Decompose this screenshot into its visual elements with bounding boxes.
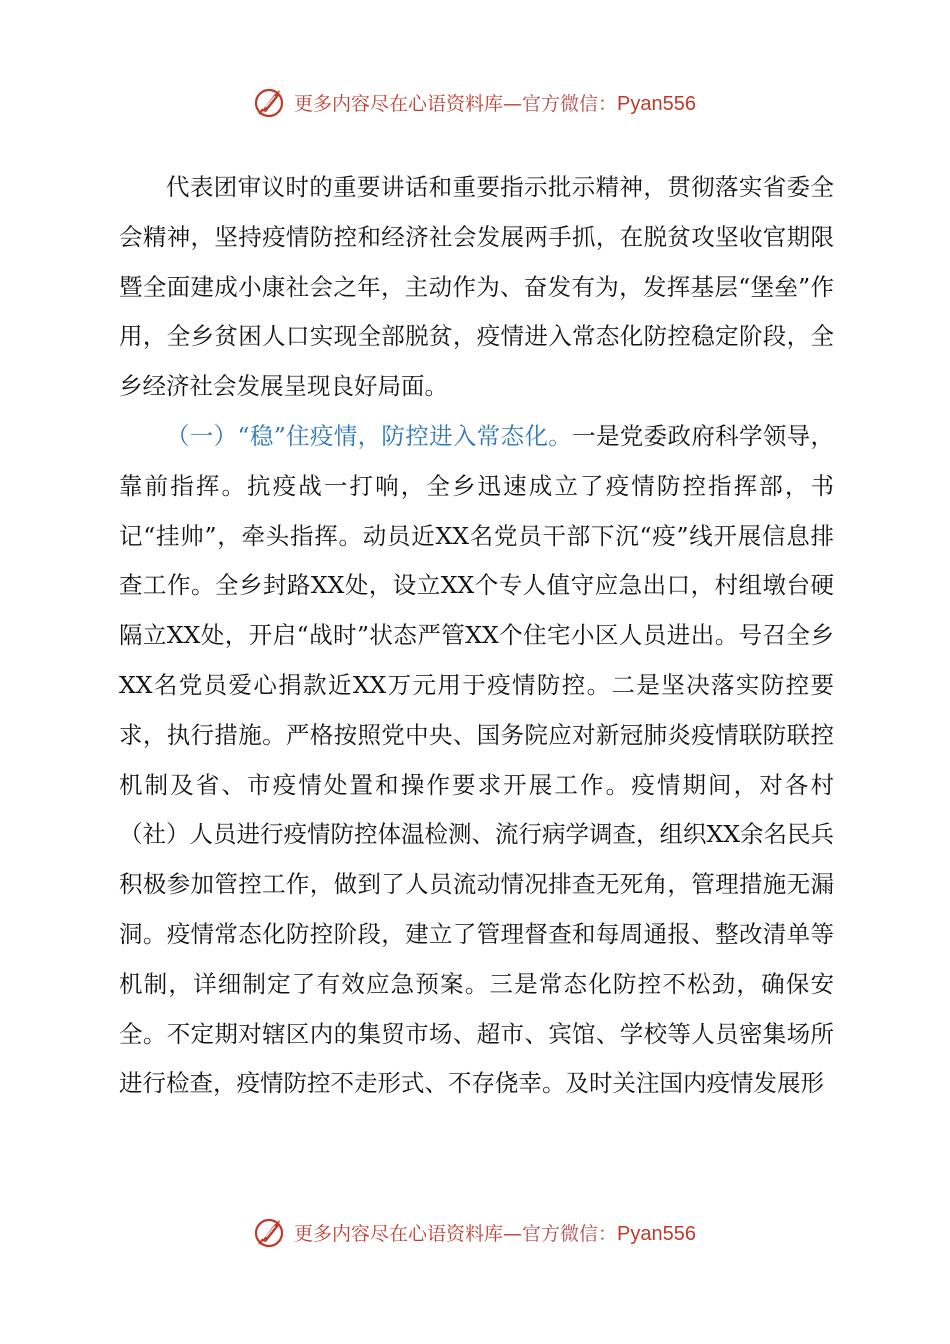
- footer-banner-text: [294, 1219, 696, 1246]
- header-wechat-label: 官方微信：: [522, 92, 618, 115]
- footer-banner-separator: —: [503, 1222, 523, 1245]
- header-banner-title: 更多内容尽在心语资料库: [294, 92, 504, 115]
- paragraph-intro: 代表团审议时的重要讲话和重要指示批示精神，贯彻落实省委全会精神，坚持疫情防控和经济社会发展两手抓，在脱贫攻坚收官期限暨全面建成小康社会之年，主动作为、奋发有为，发挥基层“堡垒”作用，全乡贫困人口实现全部脱贫，疫情进入常态化防控稳定阶段，全乡经济社会发展呈现良好局面。: [119, 173, 834, 401]
- header-wechat-id: Pyan556: [617, 92, 696, 115]
- footer-wechat-label: 官方微信：: [522, 1222, 618, 1245]
- section-heading: （一）“稳”住疫情，防控进入常态化。: [166, 421, 573, 450]
- footer-banner: [0, 1212, 950, 1252]
- footer-wechat-id: Pyan556: [617, 1222, 696, 1245]
- document-body: [119, 163, 834, 1109]
- header-banner: [0, 82, 950, 122]
- section-body: 一是党委政府科学领导，靠前指挥。抗疫战一打响，全乡迅速成立了疫情防控指挥部，书记“挂帅”，牵头指挥。动员近XX名党员干部下沉“疫”线开展信息排查工作。全乡封路XX处，设立XX个专人值守应急出口，村组墩台硬隔立XX处，开启“战时”状态严管XX个住宅小区人员进出。号召全乡XX名党员爱心捐款近XX万元用于疫情防控。二是坚决落实防控要求，执行措施。严格按照党中央、国务院应对新冠肺炎疫情联防联控机制及省、市疫情处置和操作要求开展工作。疫情期间，对各村（社）人员进行疫情防控体温检测、流行病学调查，组织XX余名民兵积极参加管控工作，做到了人员流动情况排查无死角，管理措施无漏洞。疫情常态化防控阶段，建立了管理督查和每周通报、整改清单等机制，详细制定了有效应急预案。三是常态化防控不松劲，确保安全。不定期对辖区内的集贸市场、超市、宾馆、学校等人员密集场所进行检查，疫情防控不走形式、不存侥幸。及时关注国内疫情发展形: [119, 421, 835, 1098]
- footer-banner-title: 更多内容尽在心语资料库: [294, 1222, 504, 1245]
- pen-nib-logo-icon: [254, 85, 288, 119]
- header-banner-text: [294, 89, 696, 116]
- pen-nib-logo-icon: [254, 1215, 288, 1249]
- paragraph-section-one: [119, 412, 834, 1109]
- header-banner-separator: —: [503, 92, 523, 115]
